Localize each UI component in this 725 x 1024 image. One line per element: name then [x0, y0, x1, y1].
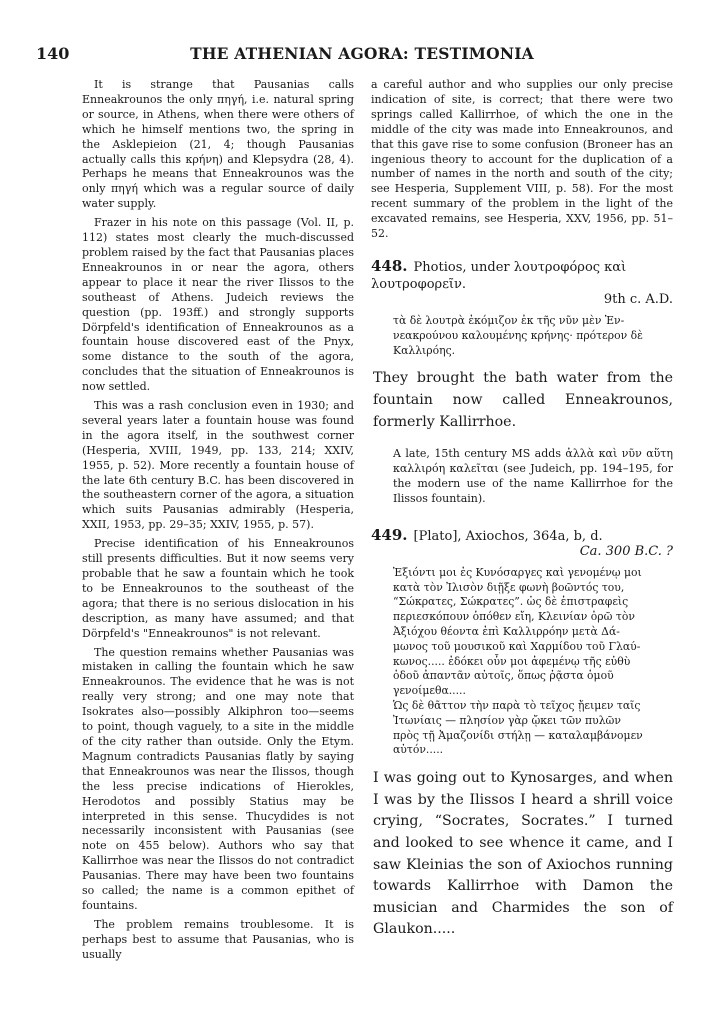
paragraph: The question remains whether Pausanias was mistaken in calling the fountain which he saw Enneakrounos. The evidence that he was is not really very strong; and one may note that Isokrates also—possibly Alkiphron too—seems to point, though vaguely, to a site in the middle of the city rather than outside. Only the Etym. Magnum contradicts Pausanias flatly by saying that Enneakrounos was near the Ilissos, though the less precise indications of Hierokles, Herodotos and possibly Statius may be interpreted in this sense. Thucydides is not necessarily inconsistent with Pausanias (see note on 455 below). Authors who say that Kallirrhoe was near the Ilissos do not contradict Pausanias. There may have been two fountains so called; the name is a common epithet of fountains.	[82, 645, 354, 912]
greek-line: κατὰ τὸν Ἰλισὸν διῇξε φωνὴ βοῶντός του,	[393, 580, 625, 594]
testimonium-449	[371, 527, 673, 941]
greek-line: νεακρούνου καλουμένης κρήνης· πρότερον δὲ	[393, 328, 643, 342]
paragraph: It is strange that Pausanias calls Enneakrounos the only πηγή, i.e. natural spring or source, in Athens, when there were others of which he himself mentions two, the spring in the Asklepieion (21, 4; though Pausanias actually calls this κρήνη) and Klepsydra (28, 4). Perhaps he means that Enneakrounos was the only πηγή which was a regular source of daily water supply.	[82, 78, 354, 211]
page-number: 140	[36, 44, 70, 63]
entry-source: [Plato], Axiochos, 364a, b, d.	[413, 528, 603, 544]
paragraph: The problem remains troublesome. It is perhaps best to assume that Pausanias, who is usually	[82, 917, 354, 961]
left-column	[82, 78, 354, 967]
right-column	[371, 78, 673, 941]
page-header	[36, 44, 688, 68]
greek-line: Ἀξιόχου θέοντα ἐπὶ Καλλιρρόην μετὰ Δά-	[393, 624, 620, 638]
entry-heading	[371, 527, 673, 545]
greek-text	[393, 566, 673, 758]
running-title: THE ATHENIAN AGORA: TESTIMONIA	[190, 44, 534, 63]
paragraph: Precise identification of his Enneakrounos still presents difficulties. But it now seems very probable that he saw a fountain which he took to be Enneakrounos to the southeast of the agora; that there is no serious dislocation in his description, as many have assumed; and that Dörpfeld's "Enneakrounos" is not relevant.	[82, 537, 354, 640]
greek-line: κωνος..... ἐδόκει οὖν μοι ἀφεμένῳ τῆς εὐθὺ	[393, 654, 631, 668]
greek-line: Ἰτωνίαις — πλησίον γὰρ ᾤκει τῶν πυλῶν	[393, 713, 621, 727]
greek-line: γενοίμεθα.....	[393, 684, 466, 698]
paragraph: Frazer in his note on this passage (Vol. II, p. 112) states most clearly the much-discussed problem raised by the fact that Pausanias places Enneakrounos in or near the agora, others appear to place it near the river Ilissos to the southeast of Athens. Judeich reviews the question (pp. 193ff.) and strongly supports Dörpfeld's identification of Enneakrounos as a fountain house discovered east of the Pnyx, some distance to the south of the agora, concludes that the situation of Enneakrounos is now settled.	[82, 216, 354, 394]
entry-number: 449.	[371, 525, 408, 544]
greek-line: μωνος τοῦ μουσικοῦ καὶ Χαρμίδου τοῦ Γλαύ-	[393, 639, 641, 653]
entry-date: Ca. 300 B.C. ?	[579, 543, 673, 559]
paragraph: This was a rash conclusion even in 1930; and several years later a fountain house was found in the agora itself, in the southwest corner (Hesperia, XVIII, 1949, pp. 133, 214; XXIV, 1955, p. 52). More recently a fountain house of the late 6th century B.C. has been discovered in the southeastern corner of the agora, a situation which suits Pausanias admirably (Hesperia, XXII, 1953, pp. 29–35; XXIV, 1955, p. 57).	[82, 399, 354, 532]
entry-source: Photios, under λουτροφόρος καὶ λουτροφορεῖν.	[371, 259, 627, 292]
entry-note: A late, 15th century MS adds ἀλλὰ καὶ νῦν αὕτη καλλιρόη καλεῖται (see Judeich, pp. 194–195, for the modern use of the name Kallirrhoe for the Ilissos fountain).	[393, 447, 673, 505]
entry-heading	[371, 258, 673, 293]
greek-line: περιεσκόπουν ὁπόθεν εἴη, Κλεινίαν ὁρῶ τὸν	[393, 610, 635, 624]
greek-line: πρὸς τῇ Ἀμαζονίδι στήλῃ — καταλαμβάνομεν	[393, 728, 643, 742]
entry-number: 448.	[371, 256, 408, 275]
greek-line: ὁδοῦ ἀπαντᾶν αὐτοῖς, ὅπως ῥᾷστα ὁμοῦ	[393, 669, 614, 683]
greek-line: Καλλιρόης.	[393, 343, 456, 357]
translation: They brought the bath water from the fountain now called Enneakrounos, formerly Kallirrhoe.	[373, 370, 673, 430]
entry-date: 9th c. A.D.	[603, 291, 673, 307]
greek-line: “Σώκρατες, Σώκρατες”. ὡς δὲ ἐπιστραφεὶς	[393, 595, 629, 609]
continuation-paragraph: a careful author and who supplies our only precise indication of site, is correct; that there were two springs called Kallirrhoe, of which the one in the middle of the city was made into Enneakrounos, and that this gave rise to some confusion (Broneer has an ingenious theory to account for the duplication of a number of names in the north and south of the city; see Hesperia, Supplement VIII, p. 58). For the most recent summary of the problem in the light of the excavated remains, see Hesperia, XXV, 1956, pp. 51–52.	[371, 78, 673, 241]
greek-line: Ἐξιόντι μοι ἐς Κυνόσαργες καὶ γενομένῳ μοι	[393, 565, 642, 579]
greek-line: τὰ δὲ λουτρὰ ἐκόμιζον ἐκ τῆς νῦν μὲν Ἐν-	[393, 313, 625, 327]
greek-line: αὐτόν.....	[393, 743, 444, 757]
greek-text	[393, 314, 673, 358]
testimonium-448	[371, 258, 673, 507]
greek-line: Ὡς δὲ θᾶττον τὴν παρὰ τὸ τεῖχος ᾔειμεν ταῖς	[393, 698, 641, 712]
translation: I was going out to Kynosarges, and when I was by the Ilissos I heard a shrill voice crying, “Socrates, Socrates.” I turned and looked to see whence it came, and I saw Kleinias the son of Axiochos running towards Kallirrhoe with Damon the musician and Charmides the son of Glaukon.....	[373, 770, 673, 938]
